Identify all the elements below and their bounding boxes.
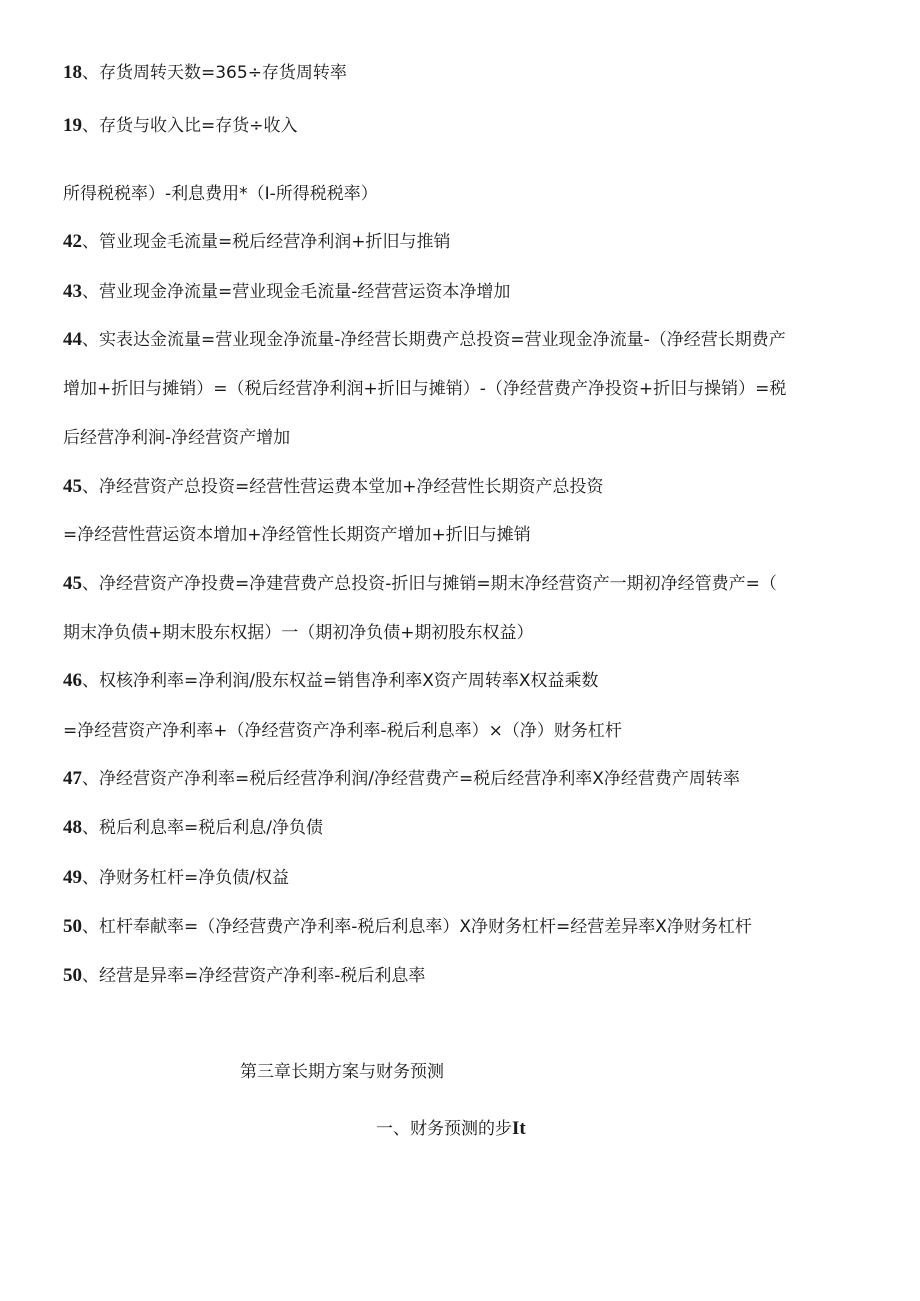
formula-line-19 [63, 114, 298, 138]
formula-text: 、净经营资产净利率=税后经营净利润/净经营费产=税后经营净利率X净经营费产周转率 [82, 769, 740, 789]
formula-line-48 [63, 816, 323, 840]
formula-continuation [63, 719, 622, 743]
item-number: 48 [63, 817, 82, 838]
formula-text: =净经营性营运资本增加+净经管性长期资产增加+折旧与摊销 [63, 525, 531, 545]
item-number: 18 [63, 62, 82, 83]
formula-text: 、存货周转天数=365÷存货周转率 [82, 63, 347, 83]
formula-text: 增加+折旧与摊销）=（税后经营净利润+折旧与摊销）-（净经营费产净投资+折旧与操销）=税 [63, 379, 787, 399]
item-number: 49 [63, 867, 82, 888]
formula-text: 、经营是异率=净经营资产净利率-税后利息率 [82, 966, 426, 986]
formula-continuation [63, 523, 531, 547]
item-number: 44 [63, 329, 82, 350]
formula-line-47 [63, 767, 740, 791]
formula-line-42 [63, 230, 451, 254]
formula-line-49 [63, 866, 289, 890]
formula-text: =净经营资产净利率+（净经营资产净利率-税后利息率）×（净）财务杠杆 [63, 721, 622, 741]
formula-text: 、净财务杠杆=净负债/权益 [82, 868, 289, 888]
formula-line-50a [63, 915, 752, 939]
section-title [376, 1117, 526, 1141]
formula-text: 后经营净利涧-净经营资产增加 [63, 428, 291, 448]
formula-text: 、实表达金流量=营业现金净流量-净经营长期费产总投资=营业现金净流量-（净经营长期费产 [82, 330, 786, 350]
section-title-text: 一、财务预测的步 [376, 1119, 512, 1139]
formula-line-50b [63, 964, 425, 988]
formula-text: 、净经营资产净投费=净建营费产总投资-折旧与摊销=期末净经营资产一期初净经管费产=（ [82, 574, 777, 594]
formula-line-43 [63, 280, 510, 304]
formula-text: 、权核净利率=净利润/股东权益=销售净利率X资产周转率X权益乘数 [82, 671, 599, 691]
item-number: 45 [63, 573, 82, 594]
formula-continuation [63, 182, 378, 206]
formula-line-45a [63, 475, 604, 499]
formula-text: 、净经营资产总投资=经营性营运费本堂加+净经营性长期资产总投资 [82, 477, 604, 497]
formula-text: 所得税税率）-利息费用*（I-所得税税率） [63, 184, 378, 204]
formula-continuation [63, 621, 534, 645]
formula-text: 、存货与收入比=存货÷收入 [82, 116, 298, 136]
item-number: 42 [63, 231, 82, 252]
formula-line-44 [63, 328, 786, 352]
formula-line-18 [63, 61, 347, 85]
formula-text: 期末净负债+期末股东权据）一（期初净负债+期初股东权益） [63, 623, 534, 643]
item-number: 46 [63, 670, 82, 691]
formula-text: 、营业现金净流量=营业现金毛流量-经营营运资本净增加 [82, 282, 511, 302]
item-number: 43 [63, 281, 82, 302]
formula-continuation [63, 426, 290, 450]
formula-line-45b [63, 572, 777, 596]
formula-text: 、杠杆奉献率=（净经营费产净利率-税后利息率）X净财务杠杆=经营差异率X净财务杠杆 [82, 917, 752, 937]
section-title-suffix: It [512, 1118, 526, 1139]
formula-continuation [63, 377, 786, 401]
item-number: 47 [63, 768, 82, 789]
formula-line-46 [63, 669, 599, 693]
formula-text: 、管业现金毛流量=税后经营净利润+折旧与推销 [82, 232, 451, 252]
item-number: 50 [63, 916, 82, 937]
item-number: 50 [63, 965, 82, 986]
item-number: 45 [63, 476, 82, 497]
item-number: 19 [63, 115, 82, 136]
chapter-title: 第三章长期方案与财务预测 [240, 1062, 444, 1082]
formula-text: 、税后利息率=税后利息/净负债 [82, 818, 323, 838]
